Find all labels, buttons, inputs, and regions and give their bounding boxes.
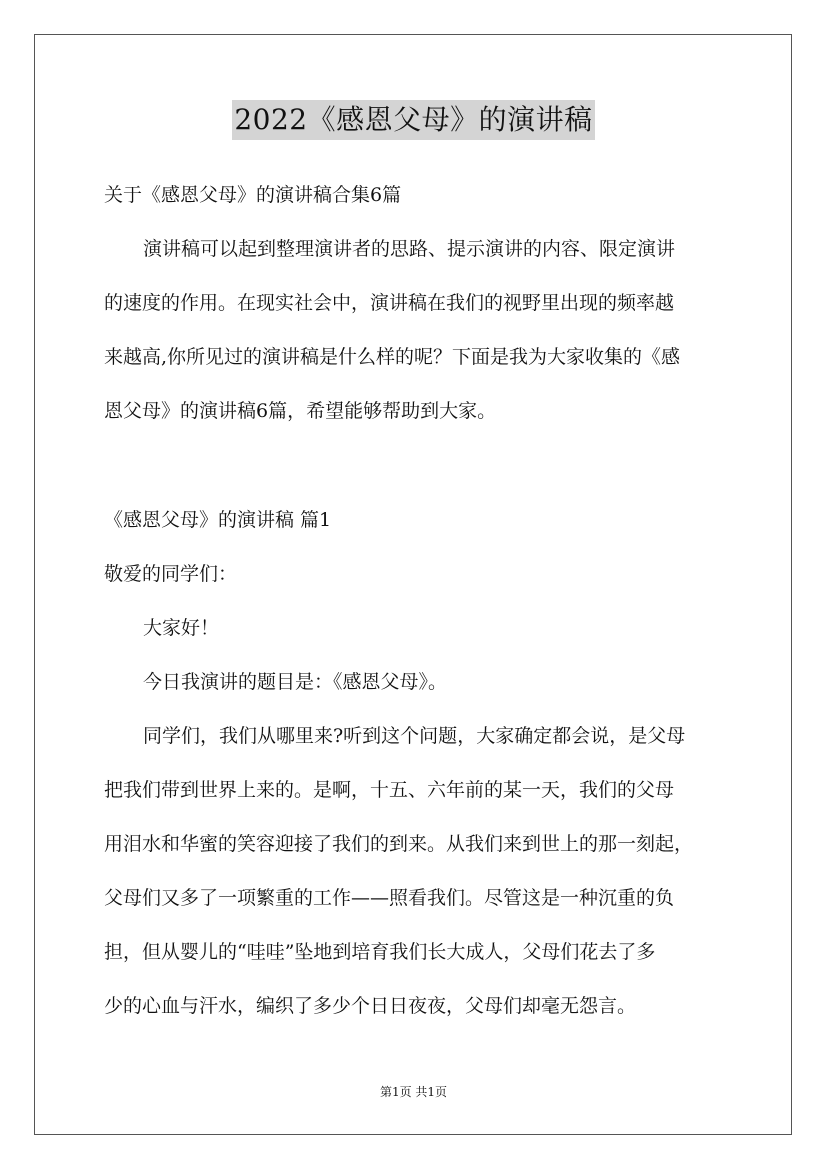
section-heading: 《感恩父母》的演讲稿 篇1 bbox=[104, 509, 332, 531]
body-line: 担，但从婴儿的“哇哇”坠地到培育我们长大成人，父母们花去了多 bbox=[104, 941, 656, 963]
salutation: 敬爱的同学们： bbox=[104, 563, 238, 585]
body-line: 少的心血与汗水，编织了多少个日日夜夜，父母们却毫无怨言。 bbox=[104, 995, 637, 1017]
body-line: 把我们带到世界上来的。是啊，十五、六年前的某一天，我们的父母 bbox=[104, 779, 675, 801]
topic-line: 今日我演讲的题目是：《感恩父母》。 bbox=[143, 671, 448, 693]
body-line: 用泪水和华蜜的笑容迎接了我们的到来。从我们来到世上的那一刻起， bbox=[104, 833, 694, 855]
intro-line: 恩父母》的演讲稿6篇，希望能够帮助到大家。 bbox=[104, 400, 497, 422]
body-line: 父母们又多了一项繁重的工作——照看我们。尽管这是一种沉重的负 bbox=[104, 887, 675, 909]
body-line: 同学们，我们从哪里来?听到这个问题，大家确定都会说，是父母 bbox=[143, 725, 686, 747]
greeting: 大家好！ bbox=[143, 617, 220, 639]
page-footer: 第1页 共1页 bbox=[379, 1085, 448, 1099]
intro-line: 演讲稿可以起到整理演讲者的思路、提示演讲的内容、限定演讲 bbox=[143, 238, 676, 260]
intro-line: 来越高,你所见过的演讲稿是什么样的呢？下面是我为大家收集的《感 bbox=[104, 346, 681, 368]
document-subtitle: 关于《感恩父母》的演讲稿合集6篇 bbox=[104, 184, 402, 206]
title-container bbox=[0, 100, 827, 140]
document-title: 2022《感恩父母》的演讲稿 bbox=[232, 100, 594, 140]
intro-line: 的速度的作用。在现实社会中，演讲稿在我们的视野里出现的频率越 bbox=[104, 292, 675, 314]
